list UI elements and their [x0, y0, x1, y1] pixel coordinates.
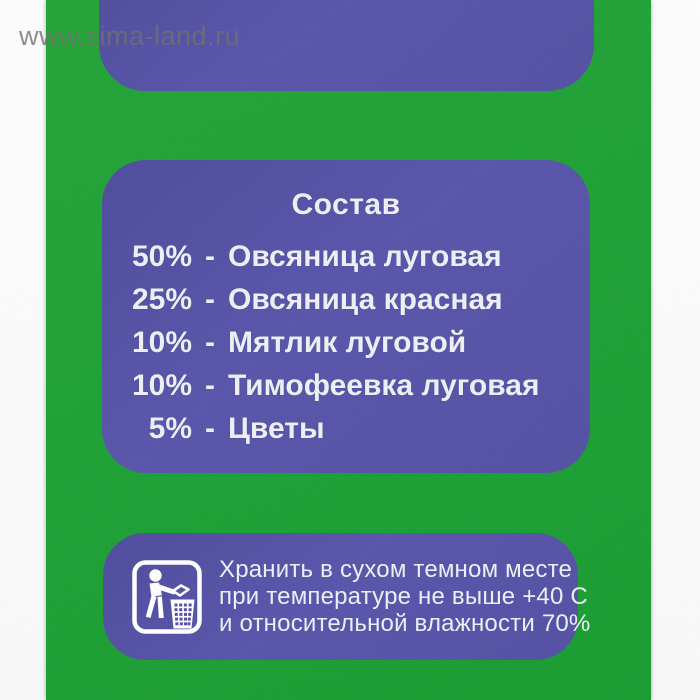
composition-item — [128, 278, 590, 321]
watermark: www.sima-land.ru — [19, 21, 241, 51]
composition-item-percent: 5% — [148, 412, 192, 445]
composition-item-name: Тимофеевка луговая — [228, 369, 540, 402]
storage-line: и относительной влажности 70% — [219, 610, 591, 637]
composition-item-name: Овсяница красная — [228, 283, 503, 316]
composition-item-separator: - — [205, 326, 215, 359]
composition-panel — [102, 160, 590, 473]
composition-item-separator: - — [205, 240, 215, 273]
composition-item — [128, 364, 590, 407]
tidyman-icon — [132, 560, 202, 634]
package-green-face — [46, 0, 651, 700]
composition-item-percent: 50% — [131, 240, 192, 273]
composition-item — [128, 235, 590, 278]
storage-instructions — [219, 556, 590, 637]
storage-panel — [103, 533, 591, 660]
composition-item-separator: - — [205, 283, 215, 316]
storage-line: при температуре не выше +40 С — [219, 583, 588, 610]
composition-item-name: Цветы — [228, 412, 325, 445]
composition-item-separator: - — [205, 369, 215, 402]
composition-item — [128, 321, 590, 364]
composition-item-percent: 10% — [131, 369, 192, 402]
composition-item-percent: 10% — [131, 326, 192, 359]
composition-list — [102, 235, 590, 450]
composition-item — [128, 407, 590, 450]
composition-item-name: Овсяница луговая — [228, 240, 502, 273]
storage-line: Хранить в сухом темном месте — [219, 556, 573, 583]
composition-item-separator: - — [205, 412, 215, 445]
composition-title: Состав — [291, 188, 401, 221]
composition-item-percent: 25% — [131, 283, 192, 316]
composition-item-name: Мятлик луговой — [228, 326, 467, 359]
